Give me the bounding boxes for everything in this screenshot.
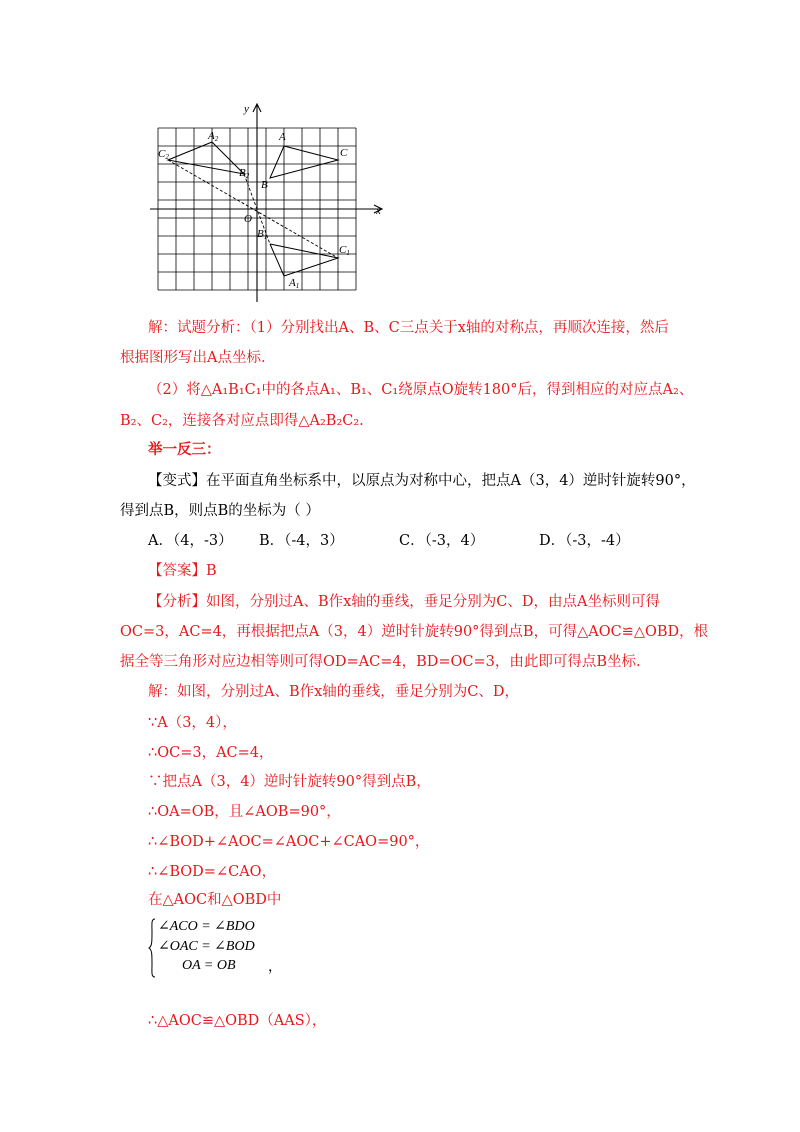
analysis-line-2: 根据图形写出A点坐标. <box>120 350 266 366</box>
label-b2: B2 <box>239 167 250 180</box>
label-a1: A1 <box>289 277 300 290</box>
label-c2: C2 <box>158 148 169 161</box>
triangle-a1b1c1 <box>270 244 338 276</box>
solution-line-5: ∴OA=OB，且∠AOB=90°， <box>148 804 341 820</box>
label-c: C <box>340 147 348 159</box>
section-title: 举一反三： <box>148 441 221 458</box>
label-origin: O <box>244 213 252 225</box>
solution-line-4: ∵把点A（3，4）逆时针旋转90°得到点B， <box>148 774 431 790</box>
option-b: B．（-4，3） <box>259 533 344 549</box>
equation-system <box>148 918 288 980</box>
label-a: A <box>279 131 286 143</box>
analysis-line-3: （2）将△A₁B₁C₁中的各点A₁、B₁、C₁绕原点O旋转180°后，得到相应的对应点A₂、 <box>148 382 694 398</box>
answer: 【答案】B <box>148 563 217 579</box>
explain-line-2: OC=3，AC=4，再根据把点A（3，4）逆时针旋转90°得到点B，可得△AOC≌△OBD，根 <box>120 624 709 640</box>
label-x: x <box>376 205 381 217</box>
variant-line-1: 【变式】在平面直角坐标系中，以原点为对称中心，把点A（3，4）逆时针旋转90°， <box>148 473 696 489</box>
solution-line-8: 在△AOC和△OBD中 <box>148 892 282 908</box>
solution-line-9: ∴△AOC≌△OBD（AAS）， <box>148 1013 327 1029</box>
equation-row-3: OA = OB <box>182 958 236 973</box>
coordinate-grid-figure <box>150 98 390 304</box>
label-c1: C1 <box>339 244 350 257</box>
option-a: A．（4，-3） <box>148 533 233 549</box>
left-brace-icon <box>148 918 156 978</box>
label-y: y <box>244 103 249 115</box>
option-d: D．（-3，-4） <box>539 533 630 549</box>
triangle-a2b2c2 <box>168 142 244 174</box>
analysis-line-4: B₂、C₂，连接各对应点即得△A₂B₂C₂. <box>120 413 364 429</box>
triangle-abc <box>270 146 338 178</box>
solution-line-7: ∴∠BOD=∠CAO， <box>148 864 277 880</box>
equation-row-1: ∠ACO = ∠BDO <box>158 919 255 934</box>
label-a2: A2 <box>208 130 219 143</box>
solution-line-3: ∴OC=3，AC=4， <box>148 745 274 761</box>
solution-line-6: ∴∠BOD+∠AOC=∠AOC+∠CAO=90°， <box>148 834 430 850</box>
solution-line-2: ∵A（3，4）， <box>148 715 237 731</box>
variant-line-2: 得到点B，则点B的坐标为（ ） <box>120 503 320 519</box>
equation-comma: ， <box>268 960 282 975</box>
equation-row-2: ∠OAC = ∠BOD <box>158 939 255 954</box>
label-b: B <box>261 179 268 191</box>
analysis-line-1: 解：试题分析：（1）分别找出A、B、C三点关于x轴的对称点，再顺次连接，然后 <box>148 320 669 336</box>
explain-line-3: 据全等三角形对应边相等则可得OD=AC=4，BD=OC=3，由此即可得点B坐标. <box>120 654 641 670</box>
label-b1: B1 <box>257 228 268 241</box>
option-c: C．（-3，4） <box>399 533 485 549</box>
solution-line-1: 解：如图，分别过A、B作x轴的垂线，垂足分别为C、D， <box>148 684 520 700</box>
explain-line-1: 【分析】如图，分别过A、B作x轴的垂线，垂足分别为C、D，由点A坐标则可得 <box>148 594 660 610</box>
